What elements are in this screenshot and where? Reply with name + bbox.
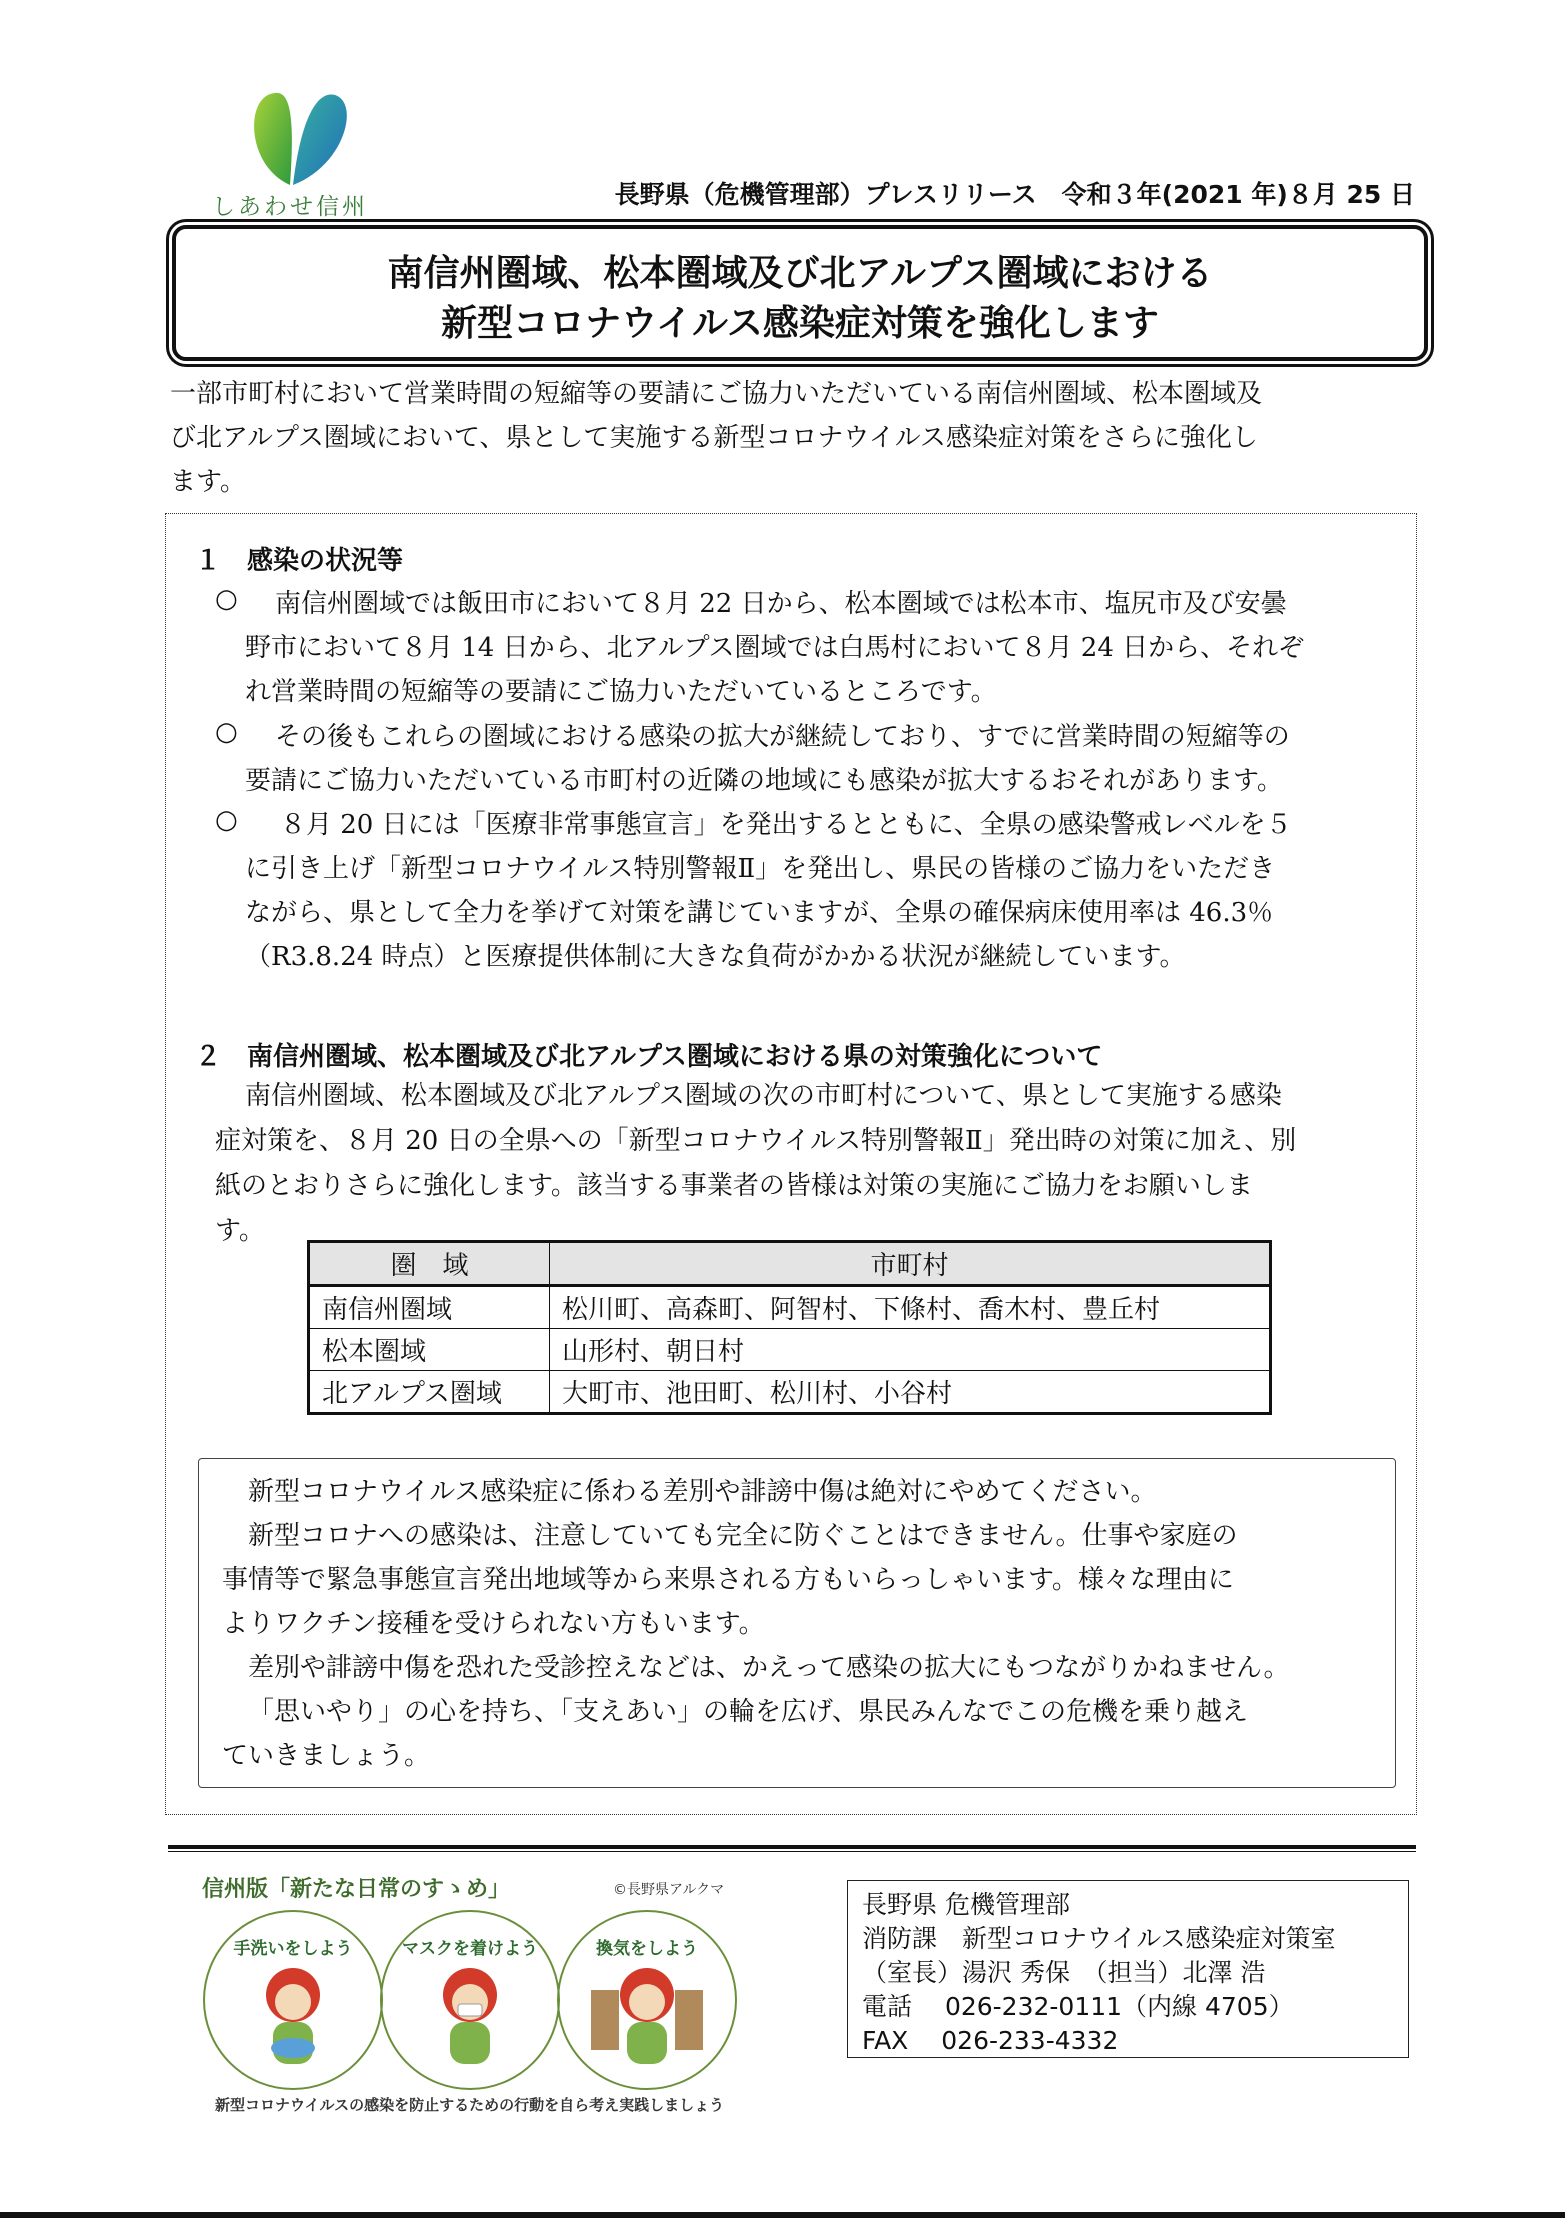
badge-label: 手洗いをしよう xyxy=(233,1939,353,1959)
campaign-title: 信州版「新たな日常のすゝめ」 xyxy=(202,1877,511,1902)
bullet-icon: ○ xyxy=(215,584,238,614)
title-box xyxy=(172,225,1428,361)
contact-phone: 電話 026-232-0111（内線 4705） xyxy=(862,1992,1294,2021)
contact-persons: （室長）湯沢 秀保 （担当）北澤 浩 xyxy=(862,1958,1266,1987)
bullet-line: ながら、県として全力を挙げて対策を講じていますが、全県の確保病床使用率は 46.3％ xyxy=(245,898,1274,928)
bullet-line: 野市において８月 14 日から、北アルプス圏域では白馬村において８月 24 日から、それぞ xyxy=(245,633,1305,663)
intro-line: び北アルプス圏域において、県として実施する新型コロナウイルス感染症対策をさらに強化し xyxy=(170,423,1258,453)
bullet-line: その後もこれらの圏域における感染の拡大が継続しており、すでに営業時間の短縮等の xyxy=(275,722,1290,752)
bullet-line: 南信州圏域では飯田市において８月 22 日から、松本圏域では松本市、塩尻市及び安曇 xyxy=(275,589,1287,619)
contact-fax: FAX 026-233-4332 xyxy=(862,2026,1119,2055)
bullet-icon: ○ xyxy=(215,805,238,835)
message-line: 差別や誹謗中傷を恐れた受診控えなどは、かえって感染の拡大にもつながりかねません。 xyxy=(248,1653,1290,1683)
message-line: ていきましょう。 xyxy=(222,1741,431,1771)
badge-mask xyxy=(380,1910,560,2090)
intro-line: 一部市町村において営業時間の短縮等の要請にご協力いただいている南信州圏域、松本圏域及 xyxy=(170,379,1263,409)
intro-paragraph xyxy=(170,372,1395,504)
message-line: 事情等で緊急事態宣言発出地域等から来県される方もいらっしゃいます。様々な理由に xyxy=(222,1565,1234,1595)
section-2-first-line xyxy=(245,1074,1405,1119)
footer-divider-thin xyxy=(168,1851,1416,1852)
bullet-item-1 xyxy=(275,582,1405,626)
table-header-row xyxy=(309,1242,1271,1286)
table-row xyxy=(309,1329,1271,1371)
table-cell-municipalities: 大町市、池田町、松川村、小谷村 xyxy=(550,1371,1271,1414)
table-cell-area: 松本圏域 xyxy=(309,1329,550,1371)
arukuma-ventilation-icon xyxy=(587,1960,707,2075)
table-header-area: 圏 域 xyxy=(309,1242,550,1286)
message-line: 新型コロナへの感染は、注意していても完全に防ぐことはできません。仕事や家庭の xyxy=(248,1521,1238,1551)
bullet-line: ８月 20 日には「医療非常事態宣言」を発出するとともに、全県の感染警戒レベルを５ xyxy=(280,810,1292,840)
section-2-heading: ２ 南信州圏域、松本圏域及び北アルプス圏域における県の対策強化について xyxy=(195,1042,1103,1072)
bullet-item-2-cont xyxy=(245,759,1405,803)
table-cell-area: 南信州圏域 xyxy=(309,1286,550,1329)
section-2-line: 紙のとおりさらに強化します。該当する事業者の皆様は対策の実施にご協力をお願いしま xyxy=(215,1171,1253,1201)
badge-ventilation xyxy=(557,1910,737,2090)
title-line-2: 新型コロナウイルス感染症対策を強化します xyxy=(441,303,1159,344)
contact-box xyxy=(847,1880,1409,2058)
badge-handwashing xyxy=(203,1910,383,2090)
campaign-slogan: 新型コロナウイルスの感染を防止するための行動を自ら考え実践しましょう xyxy=(215,2096,725,2114)
table-row xyxy=(309,1286,1271,1329)
municipality-table xyxy=(307,1240,1272,1415)
bullet-line: れ営業時間の短縮等の要請にご協力いただいているところです。 xyxy=(245,677,997,707)
table-row xyxy=(309,1371,1271,1414)
intro-line: ます。 xyxy=(170,467,246,497)
bullet-item-1-cont xyxy=(245,626,1405,714)
bullet-line: に引き上げ「新型コロナウイルス特別警報Ⅱ」を発出し、県民の皆様のご協力をいただき xyxy=(245,854,1276,884)
contact-department: 長野県 危機管理部 xyxy=(862,1890,1070,1919)
press-release-header: 長野県（危機管理部）プレスリリース 令和３年(2021 年)８月 25 日 xyxy=(614,180,1415,209)
section-1-heading: １ 感染の状況等 xyxy=(195,546,404,576)
section-2-line: す。 xyxy=(215,1216,265,1246)
arukuma-handwashing-icon xyxy=(243,1960,343,2075)
arukuma-mask-icon xyxy=(420,1960,520,2075)
bullet-line: 要請にご協力いただいている市町村の近隣の地域にも感染が拡大するおそれがあります。 xyxy=(245,766,1283,796)
bullet-item-3-cont xyxy=(245,847,1405,979)
badge-label: 換気をしよう xyxy=(596,1939,698,1959)
page-bottom-edge xyxy=(0,2212,1565,2218)
bullet-item-3 xyxy=(280,803,1405,847)
table-header-municipalities: 市町村 xyxy=(550,1242,1271,1286)
table-cell-municipalities: 山形村、朝日村 xyxy=(550,1329,1271,1371)
bullet-line: （R3.8.24 時点）と医療提供体制に大きな負荷がかかる状況が継続しています。 xyxy=(245,942,1186,972)
anti-discrimination-text xyxy=(222,1470,1392,1778)
section-2-line: 南信州圏域、松本圏域及び北アルプス圏域の次の市町村について、県として実施する感染 xyxy=(245,1081,1282,1111)
bullet-icon: ○ xyxy=(215,717,238,747)
campaign-copyright: ©長野県アルクマ xyxy=(613,1882,725,1898)
table-cell-municipalities: 松川町、高森町、阿智村、下條村、喬木村、豊丘村 xyxy=(550,1286,1271,1329)
section-2-line: 症対策を、８月 20 日の全県への「新型コロナウイルス特別警報Ⅱ」発出時の対策に加え、別 xyxy=(215,1126,1297,1156)
table-cell-area: 北アルプス圏域 xyxy=(309,1371,550,1414)
contact-office: 消防課 新型コロナウイルス感染症対策室 xyxy=(862,1924,1336,1953)
logo-caption: しあわせ信州 xyxy=(212,194,368,220)
message-line: 「思いやり」の心を持ち、「支えあい」の輪を広げ、県民みんなでこの危機を乗り越え xyxy=(248,1697,1248,1727)
section-2-body xyxy=(215,1119,1405,1254)
message-line: よりワクチン接種を受けられない方もいます。 xyxy=(222,1609,765,1639)
bullet-item-2 xyxy=(275,715,1405,759)
badge-label: マスクを着けよう xyxy=(402,1939,538,1959)
message-line: 新型コロナウイルス感染症に係わる差別や誹謗中傷は絶対にやめてください。 xyxy=(248,1477,1157,1507)
title-line-1: 南信州圏域、松本圏域及び北アルプス圏域における xyxy=(387,253,1213,294)
footer-divider xyxy=(168,1845,1416,1849)
